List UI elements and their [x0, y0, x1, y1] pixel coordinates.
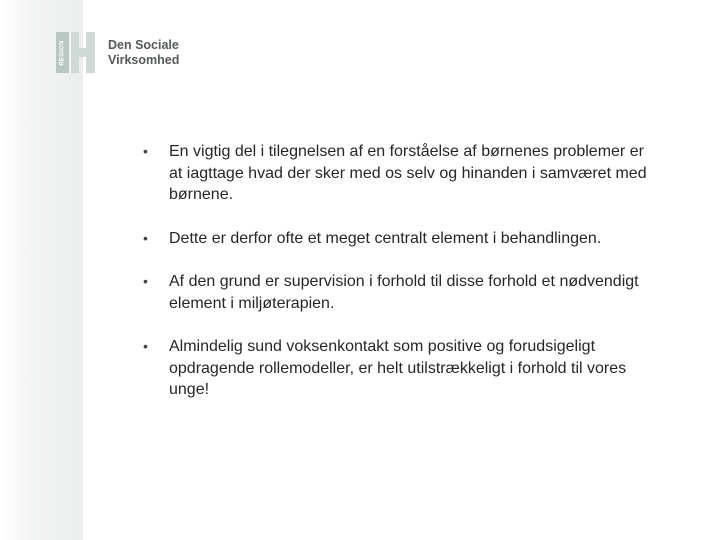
bullet-marker: •: [143, 229, 148, 246]
bullet-list: [140, 141, 660, 423]
bullet-marker: •: [143, 143, 148, 159]
bullet-text: Almindelig sund voksenkontakt som positive og forudsigeligt opdragende rollemodeller, er helt utilstrækkeligt i forhold til vores unge!: [169, 338, 627, 398]
region-h-logo: [56, 32, 179, 73]
bullet-item: [140, 141, 660, 206]
bullet-text: Af den grund er supervision i forhold til disse forhold et nødvendigt element i miljøterapien.: [169, 273, 639, 312]
bullet-text: Dette er derfor ofte et meget centralt element i behandlingen.: [169, 229, 602, 247]
bullet-item: [140, 228, 660, 250]
logo-region-label: REGION: [59, 39, 66, 66]
logo-h-left-stem: [71, 32, 79, 73]
left-decorative-band: [0, 0, 83, 540]
logo-h-crossbar: [79, 48, 86, 57]
bullet-marker: •: [143, 338, 148, 354]
organization-name-line2: Virksomhed: [108, 52, 180, 67]
logo-region-bar: [56, 32, 69, 73]
bullet-text: En vigtig del i tilegnelsen af en forståelse af børnenes problemer er at iagttage hvad der sker med os selv og hinanden i samværet med børnene.: [169, 143, 647, 203]
bullet-item: [140, 336, 660, 401]
bullet-item: [140, 271, 660, 314]
organization-name-line1: Den Sociale: [108, 37, 179, 52]
organization-name: [108, 38, 179, 68]
logo-h-right-stem: [86, 32, 95, 73]
region-h-logo-mark: [56, 32, 96, 73]
bullet-marker: •: [143, 273, 148, 289]
